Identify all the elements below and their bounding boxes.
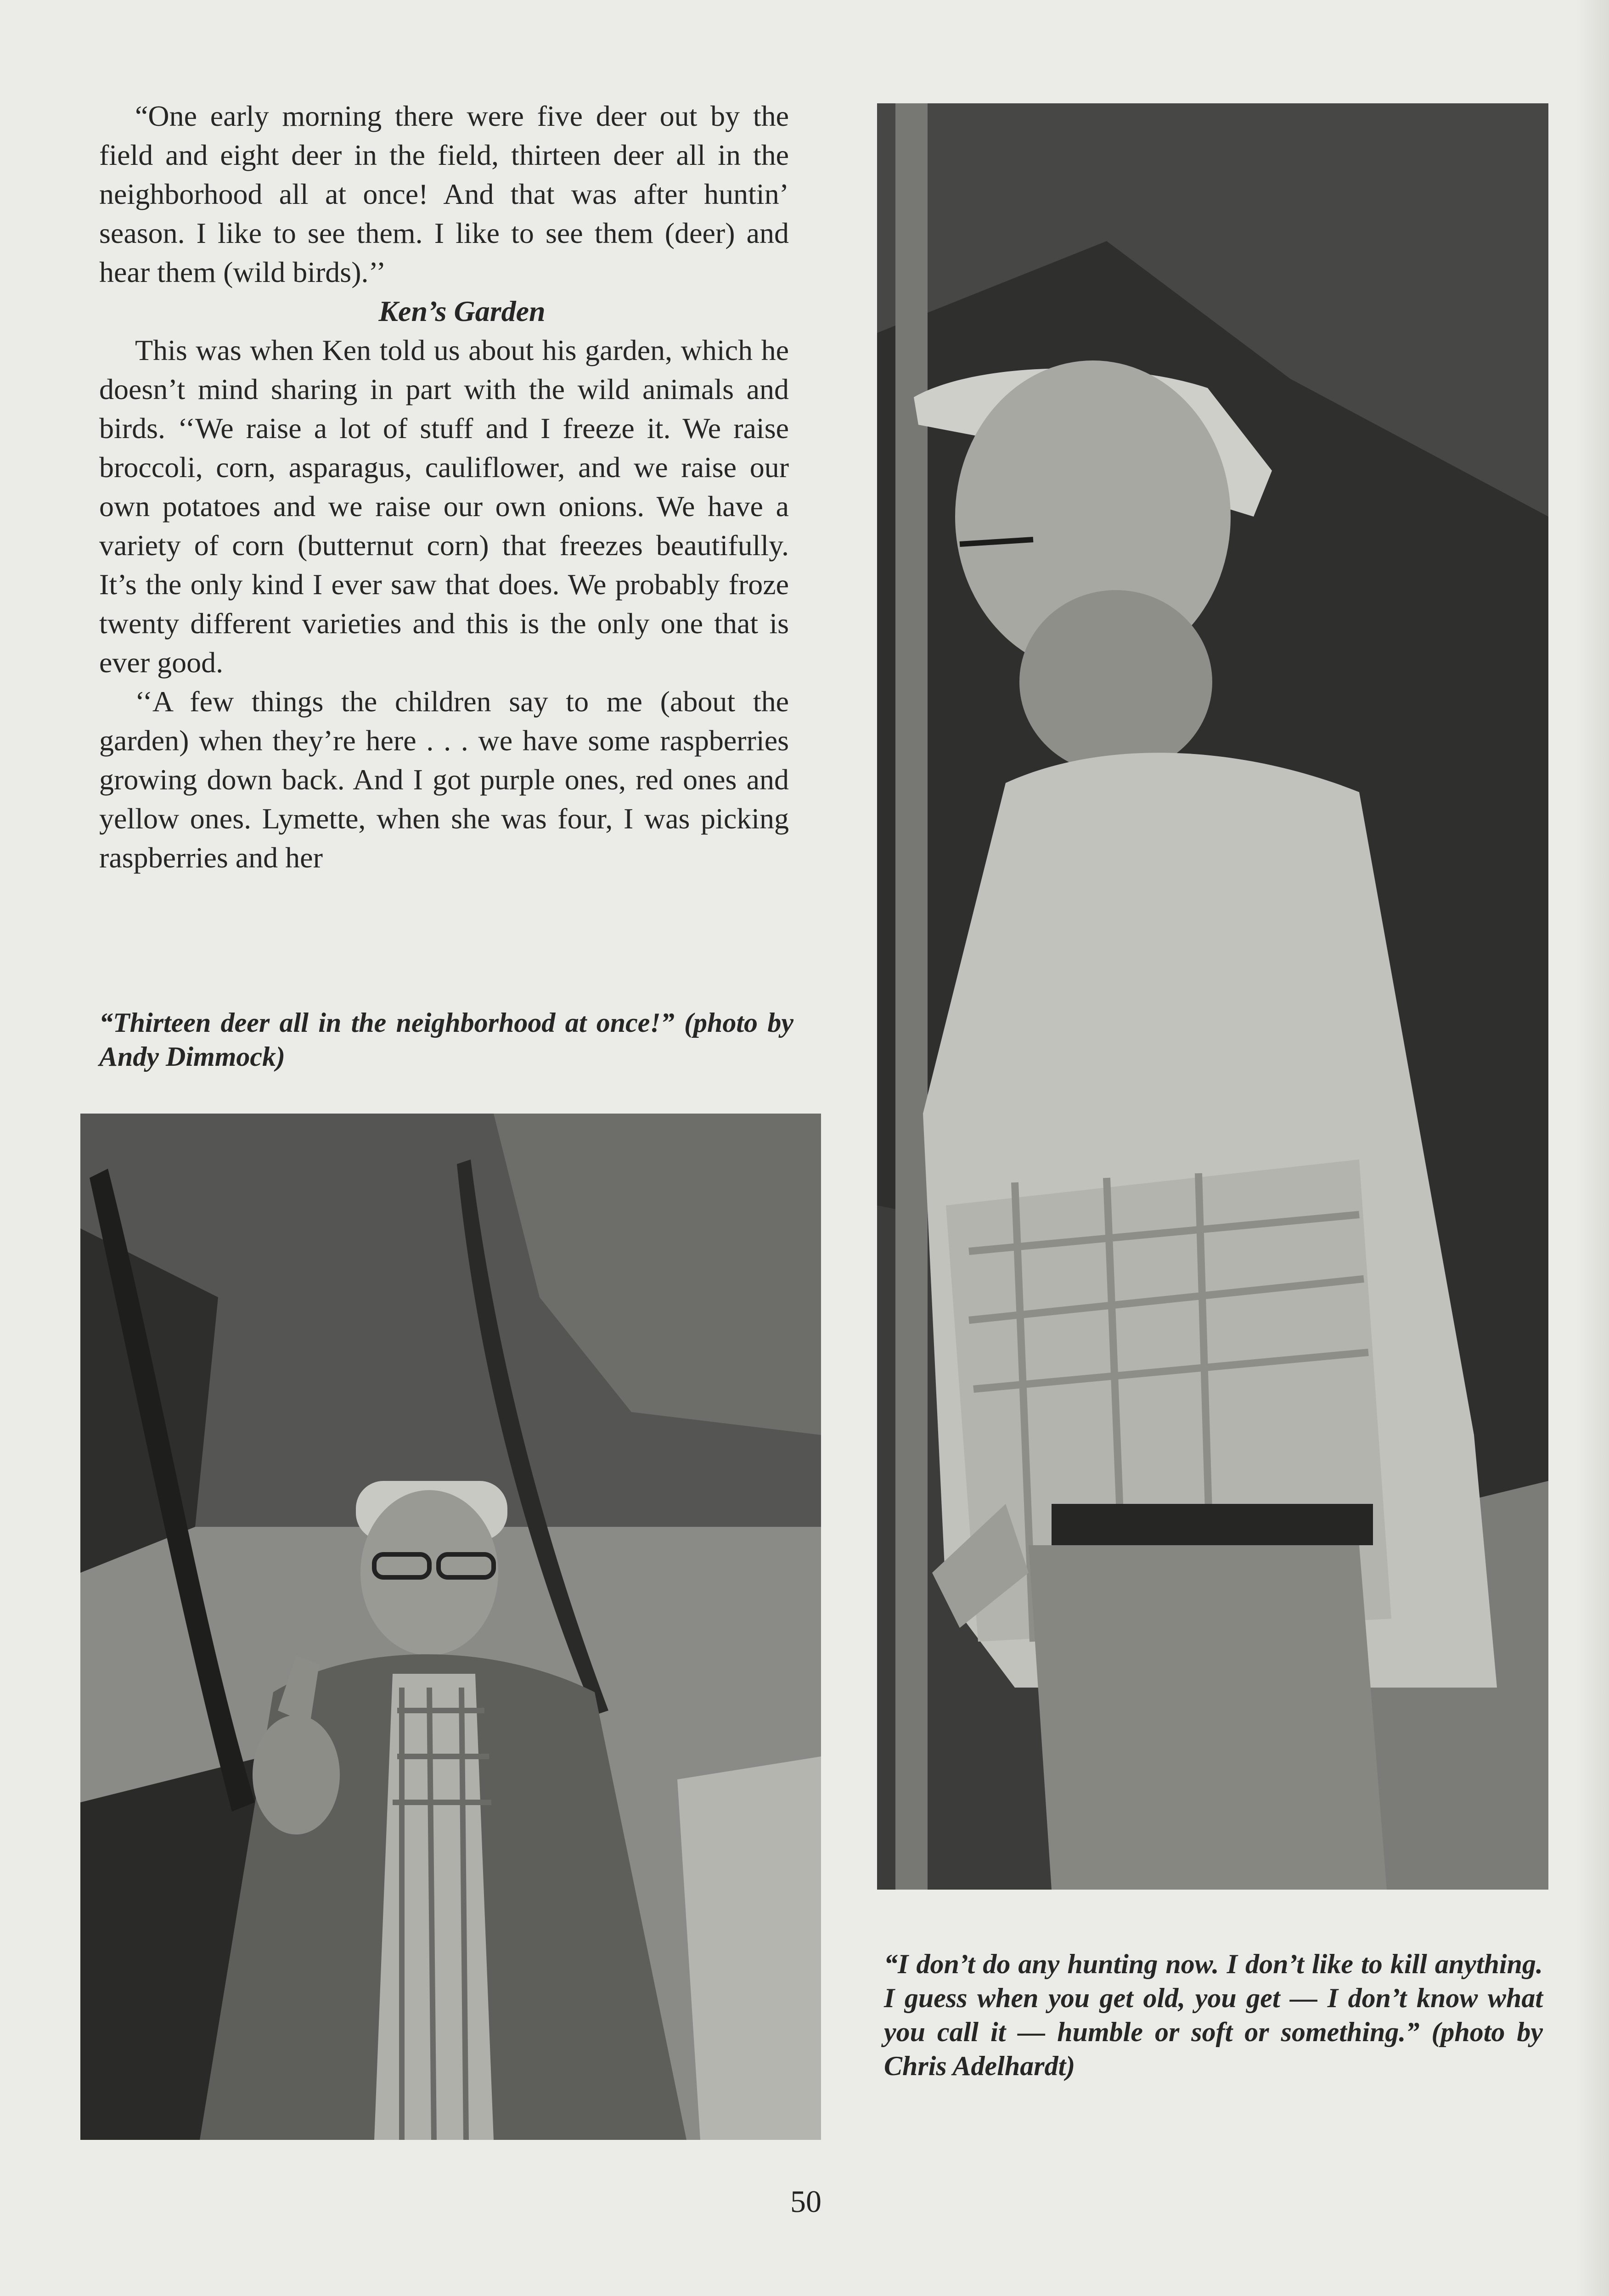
paragraph-deer-quote: “One early morning there were five deer out by the field and eight deer in the field, thirteen deer all in the neighborhood all at once! And that was after huntin’ season. I like to see them. I like to see them (deer) and hear them (wild birds).’’ — [99, 100, 789, 288]
subhead-kens-garden: Ken’s Garden — [378, 295, 546, 327]
article-body — [99, 96, 789, 877]
caption-right-photo: “I don’t do any hunting now. I don’t like to kill anything. I guess when you get old, you get — I don’t know what you call it — humble or soft or something.” (photo by Chris Adelhardt) — [884, 1949, 1543, 2081]
page-edge-shadow — [1577, 0, 1609, 2296]
photo-man-gesturing — [80, 1114, 821, 2140]
caption-left-photo: “Thirteen deer all in the neighborhood at once!” (photo by Andy Dimmock) — [99, 1007, 793, 1072]
photo-man-profile — [877, 103, 1548, 1890]
paragraph-children: ‘‘A few things the children say to me (about the garden) when they’re here . . . we have some raspberries growing down back. And I got purple ones, red ones and yellow ones. Lymette, when she was four, I was picking raspberries and her — [99, 685, 789, 874]
page-number: 50 — [790, 2184, 821, 2219]
paragraph-garden: This was when Ken told us about his garden, which he doesn’t mind sharing in part with the wild animals and birds. ‘‘We raise a lot of stuff and I freeze it. We raise broccoli, corn, asparagus, cauliflower, and we raise our own potatoes and we raise our own onions. We have a variety of corn (butternut corn) that freezes beautifully. It’s the only kind I ever saw that does. We probably froze twenty different varieties and this is the only one that is ever good. — [99, 334, 789, 679]
